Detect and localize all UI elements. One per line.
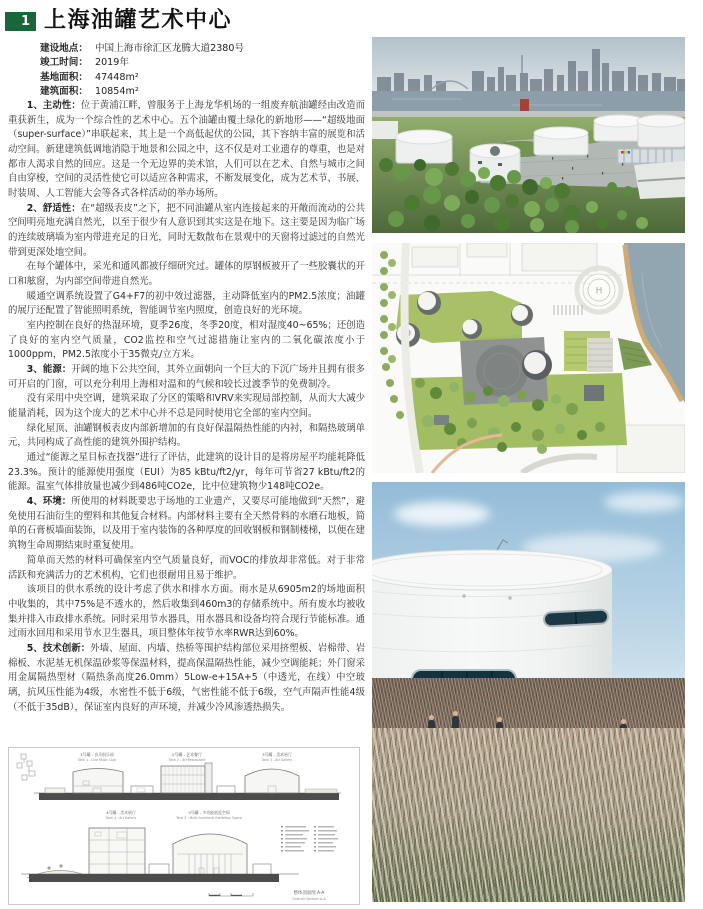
photo-tank-grass	[372, 482, 685, 902]
cloud	[604, 492, 684, 512]
svg-text:5号罐 - 多功能展览空间: 5号罐 - 多功能展览空间	[188, 810, 230, 815]
site-plan	[372, 243, 685, 473]
svg-text:整体剖面图 A-A: 整体剖面图 A-A	[293, 891, 325, 896]
svg-text:Tank 2 - Art Restaurant: Tank 2 - Art Restaurant	[168, 758, 206, 762]
svg-text:Tank 1 - Live Music Club: Tank 1 - Live Music Club	[77, 758, 117, 762]
svg-text:2号罐 - 艺术餐厅: 2号罐 - 艺术餐厅	[172, 752, 202, 757]
photo-aerial-view	[372, 37, 685, 233]
svg-text:4号罐 - 美术展厅: 4号罐 - 美术展厅	[106, 810, 136, 815]
page-title: 上海油罐艺术中心	[44, 8, 233, 33]
paragraph: 1、主动性：位于黄浦江畔，曾服务于上海龙华机场的一组废弃航油罐经由改造而重获新生，成为一个综合性的艺术中心。五个油罐由覆土绿化的新地形——“超级地面（super-surface）”串联起来，其上是一个高低起伏的公园，其下容纳丰富的展览和活动空间。新建建筑低调地消隐于地景和公园之中，这不仅是对工业遗存的尊重，也是对都市人渴求自然的回应。这是一个无边界的美术馆，人们可以在艺术、自然与城市之间自由穿梭，空间的灵活性使它可以适应各种需求，不断发展变化，成为艺术节、书展、时装周、人工智能大会等各式各样活动的举办场所。	[8, 100, 365, 200]
svg-text:Tank 5 - Multi-functional Exhi: Tank 5 - Multi-functional Exhibition Space	[176, 816, 242, 820]
svg-text:Tank 3 - Art Gallery: Tank 3 - Art Gallery	[261, 758, 293, 762]
svg-text:Tank 4 - Art Gallery: Tank 4 - Art Gallery	[105, 816, 137, 820]
paragraph: 在每个罐体中，采光和通风都被仔细研究过。罐体的厚钢板被开了一些胶囊状的开口和舷窗，为内部空间带进自然光。	[8, 261, 365, 288]
article-text	[8, 99, 365, 715]
info-row-location: 建设地点： 中国上海市徐汇区龙腾大道2380号	[40, 43, 245, 54]
grass-field-near	[372, 728, 685, 902]
paragraph: 绿化屋顶、油罐钢板表皮内部新增加的有良好保温隔热性能的内衬，和隔热玻璃单元，共同构成了高性能的建筑外围护结构。	[8, 422, 365, 449]
section-number-badge: 1	[5, 12, 36, 31]
info-row-floor-area: 建筑面积： 10854m²	[40, 86, 139, 98]
paragraph: 2、舒适性：在“超级表皮”之下，把不同油罐从室内连接起来的开敞而流动的公共空间明亮地充满自然光，以至于很少有人意识到其实这是在地下。这主要是因为临广场的连续玻璃墙为室内带进充足的日光，同时无数散布在景观中的天窗将过滤过的自然光带到更深处地空间。	[8, 202, 365, 258]
key-diagram	[17, 754, 35, 780]
svg-text:Overall Section A-A: Overall Section A-A	[292, 897, 326, 901]
svg-text:1号罐 - 音乐俱乐部: 1号罐 - 音乐俱乐部	[80, 752, 114, 757]
paragraph: 该项目的供水系统的设计考虑了供水和排水方面。雨水是从6905m2的场地面积中收集的，其中75%是不透水的，然后收集到460m3的存储系统中。所有废水均被收集并排入市政排水系统。同时采用节水器具，用水器具和设备均符合现行节能标准。通过雨水回用和采用节水卫生器具，项目整体年按节水率RWR达到60%。	[8, 584, 365, 640]
section-drawings	[8, 747, 360, 905]
paragraph: 没有采用中央空调，建筑采取了分区的策略和VRV来实现局部控制，从而大大减少能量消耗，因为这个庞大的艺术中心并不总是同时使用它全部的室内空间。	[8, 393, 365, 420]
info-row-completion: 竣工时间： 2019年	[40, 57, 129, 69]
paragraph: 通过“能源之星目标查找器”进行了评估，此建筑的设计目的是将房屋平均能耗降低23.3%。预计的能源使用强度（EUI）为85 kBtu/ft2/yr，每年可节省27 kBtu/ft2的能源。温室气体排放量也减少到486吨CO2e，比中位建筑物少148吨CO2e。	[8, 452, 365, 493]
paragraph: 室内控制在良好的热湿环境，夏季26度，冬季20度，相对湿度40~65%；还创造了良好的室内空气质量，CO2监控和空气过滤措施让室内的二氧化碳浓度小于1000ppm，PM2.5浓度小于35微克/立方米。	[8, 320, 365, 361]
helipad-h: H	[595, 286, 603, 297]
aerial-illustration	[372, 37, 685, 233]
section-drawing-top	[9, 748, 359, 804]
section-drawing-bottom	[9, 804, 359, 906]
paragraph: 4、环境：所使用的材料既要忠于场地的工业遗产，又要尽可能地做到“天然”，避免使用石油衍生的塑料和其他复合材料。内部材料主要有全天然骨料的水磨石地板，简单的石膏板墙面装饰，以及用于室内装饰的各种厚度的回收钢板和钢制楼梯，以便在建筑物生命周期结束时重复使用。	[8, 496, 365, 552]
paragraph: 简单而天然的材料可确保室内空气质量良好，而VOC的排放却非常低。对于非常活跃和充满活力的艺术机构，它们也很耐用且易于维护。	[8, 554, 365, 581]
info-row-site-area: 基地面积： 47448m²	[40, 71, 139, 83]
svg-text:3号罐 - 美术展厅: 3号罐 - 美术展厅	[262, 752, 292, 757]
site-plan-illustration	[372, 243, 685, 473]
project-info	[40, 42, 244, 100]
paragraph: 5、技术创新：外墙、屋面、内墙、热桥等围护结构部位采用挤塑板、岩棉带、岩棉板、水泥基无机保温砂浆等保温材料，提高保温隔热性能，减少空调能耗；外门窗采用金属隔热型材（隔热条高度26.0mm）5Low-e+15A+5（中透光，在线）中空玻璃，抗风压性能为4级，水密性不低于6级，气密性能不低于6级，空气声隔声性能4级（不低于35dB），保证室内良好的声环境，并减少冷风渗透热损失。	[8, 642, 365, 713]
paragraph: 暖通空调系统设置了G4+F7的初中效过滤器，主动降低室内的PM2.5浓度；油罐的展厅还配置了智能照明系统，智能调节室内照度，创造良好的光环境。	[8, 290, 365, 317]
paragraph: 3、能源：开阔的地下公共空间，其外立面朝向一个巨大的下沉广场并且拥有很多可开启的门窗，可以充分利用上海相对温和的气候和较长过渡季节的免费制冷。	[8, 364, 365, 390]
section-legend-lines	[281, 826, 338, 852]
